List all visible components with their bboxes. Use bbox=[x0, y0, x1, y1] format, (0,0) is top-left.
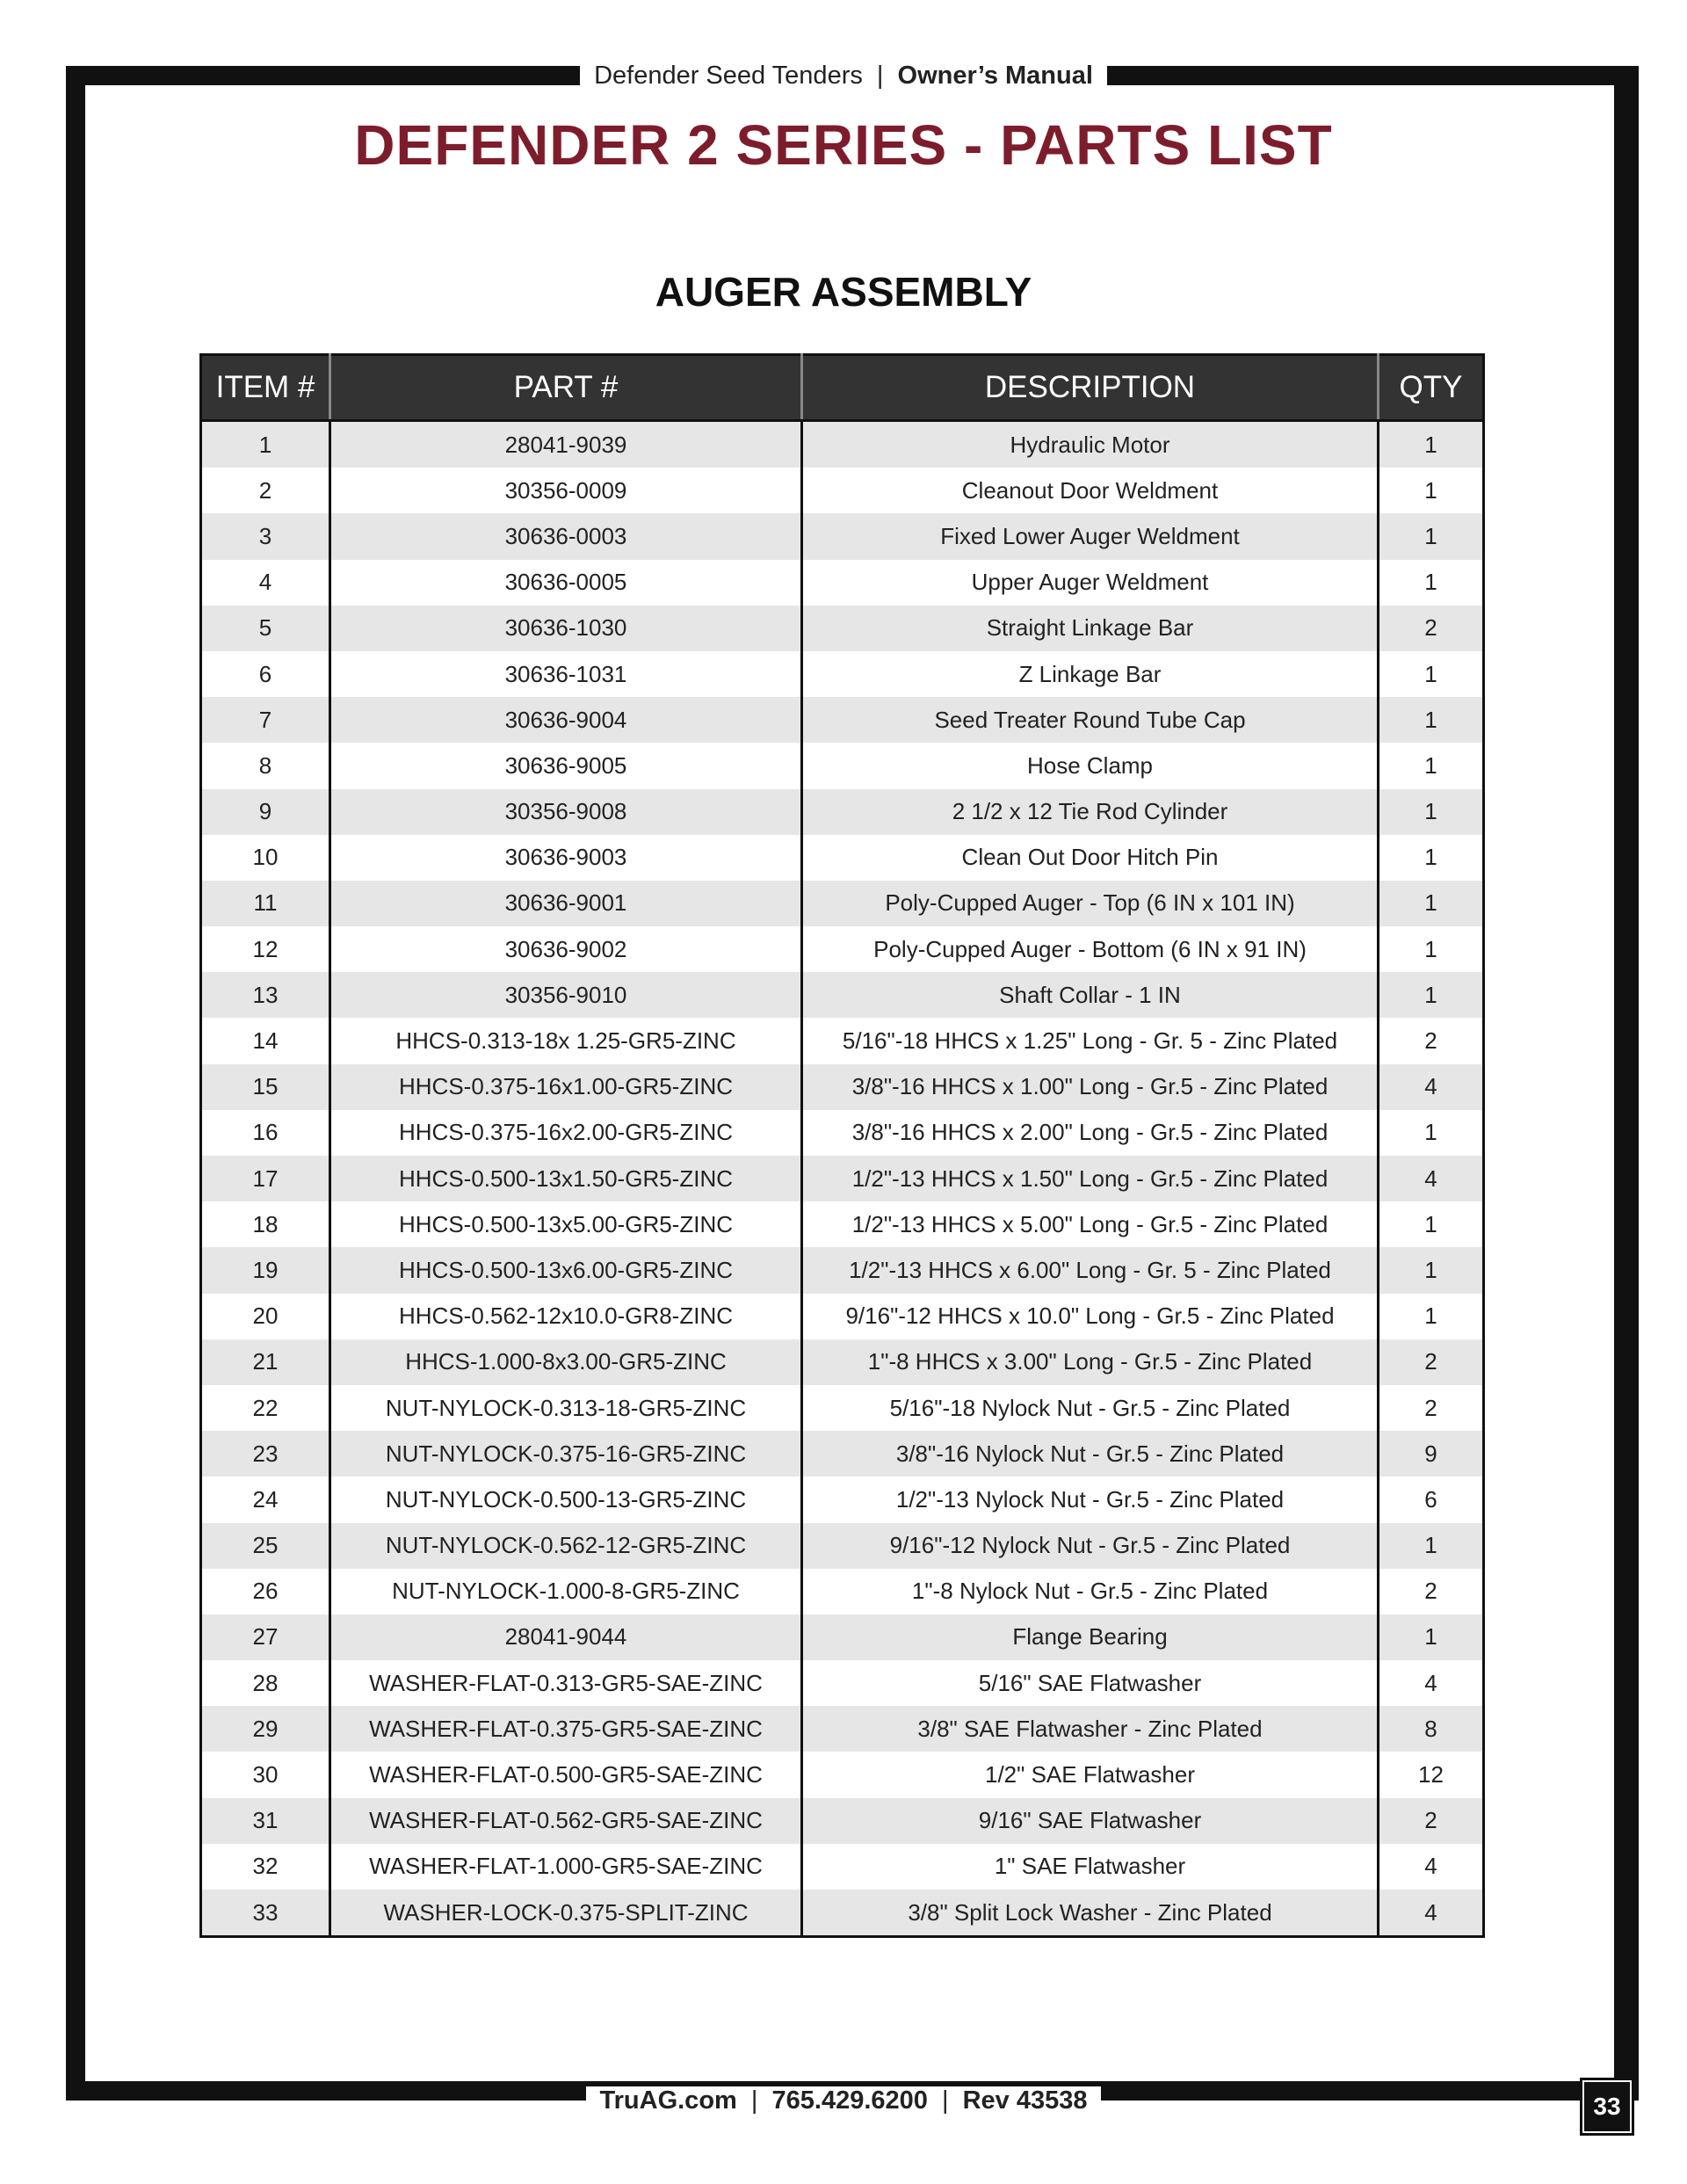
footer-website[interactable]: TruAG.com bbox=[599, 2086, 737, 2115]
qty-cell: 1 bbox=[1379, 743, 1484, 788]
description-cell: Poly-Cupped Auger - Bottom (6 IN x 91 IN) bbox=[802, 926, 1379, 972]
part-number-cell: NUT-NYLOCK-0.375-16-GR5-ZINC bbox=[330, 1431, 802, 1477]
table-row bbox=[201, 1018, 1484, 1063]
item-number-cell: 24 bbox=[201, 1477, 330, 1522]
part-number-cell: WASHER-LOCK-0.375-SPLIT-ZINC bbox=[330, 1890, 802, 1937]
part-number-cell: HHCS-0.500-13x5.00-GR5-ZINC bbox=[330, 1201, 802, 1247]
table-row bbox=[201, 1523, 1484, 1569]
qty-cell: 1 bbox=[1379, 1294, 1484, 1339]
description-cell: 1"-8 HHCS x 3.00" Long - Gr.5 - Zinc Plated bbox=[802, 1339, 1379, 1385]
description-cell: Cleanout Door Weldment bbox=[802, 468, 1379, 513]
description-cell: 3/8"-16 HHCS x 2.00" Long - Gr.5 - Zinc Plated bbox=[802, 1110, 1379, 1156]
page-header bbox=[0, 54, 1687, 97]
qty-cell: 1 bbox=[1379, 1201, 1484, 1247]
table-row bbox=[201, 421, 1484, 468]
part-number-cell: HHCS-0.313-18x 1.25-GR5-ZINC bbox=[330, 1018, 802, 1063]
item-number-cell: 4 bbox=[201, 560, 330, 606]
item-number-cell: 27 bbox=[201, 1614, 330, 1660]
table-row bbox=[201, 1110, 1484, 1156]
description-cell: 3/8" SAE Flatwasher - Zinc Plated bbox=[802, 1706, 1379, 1752]
qty-cell: 4 bbox=[1379, 1156, 1484, 1201]
description-cell: Shaft Collar - 1 IN bbox=[802, 972, 1379, 1018]
part-number-cell: HHCS-0.500-13x1.50-GR5-ZINC bbox=[330, 1156, 802, 1201]
description-cell: 9/16"-12 HHCS x 10.0" Long - Gr.5 - Zinc Plated bbox=[802, 1294, 1379, 1339]
table-row bbox=[201, 926, 1484, 972]
table-row bbox=[201, 1247, 1484, 1293]
page-footer bbox=[0, 2079, 1687, 2122]
description-cell: 3/8"-16 Nylock Nut - Gr.5 - Zinc Plated bbox=[802, 1431, 1379, 1477]
parts-table bbox=[199, 353, 1485, 1938]
column-header-description: DESCRIPTION bbox=[802, 355, 1379, 421]
part-number-cell: NUT-NYLOCK-1.000-8-GR5-ZINC bbox=[330, 1569, 802, 1614]
qty-cell: 1 bbox=[1379, 881, 1484, 926]
description-cell: 1" SAE Flatwasher bbox=[802, 1844, 1379, 1890]
description-cell: Straight Linkage Bar bbox=[802, 606, 1379, 651]
item-number-cell: 16 bbox=[201, 1110, 330, 1156]
qty-cell: 1 bbox=[1379, 560, 1484, 606]
table-row bbox=[201, 743, 1484, 788]
header-product: Defender Seed Tenders bbox=[594, 62, 863, 90]
item-number-cell: 9 bbox=[201, 789, 330, 835]
table-row bbox=[201, 1890, 1484, 1937]
description-cell: 9/16"-12 Nylock Nut - Gr.5 - Zinc Plated bbox=[802, 1523, 1379, 1569]
qty-cell: 4 bbox=[1379, 1064, 1484, 1110]
description-cell: 1/2"-13 HHCS x 1.50" Long - Gr.5 - Zinc Plated bbox=[802, 1156, 1379, 1201]
table-row bbox=[201, 468, 1484, 513]
table-row bbox=[201, 560, 1484, 606]
part-number-cell: WASHER-FLAT-0.500-GR5-SAE-ZINC bbox=[330, 1752, 802, 1797]
item-number-cell: 29 bbox=[201, 1706, 330, 1752]
part-number-cell: WASHER-FLAT-0.313-GR5-SAE-ZINC bbox=[330, 1660, 802, 1706]
part-number-cell: 28041-9044 bbox=[330, 1614, 802, 1660]
table-row bbox=[201, 1294, 1484, 1339]
item-number-cell: 25 bbox=[201, 1523, 330, 1569]
column-header-part: PART # bbox=[330, 355, 802, 421]
description-cell: Hydraulic Motor bbox=[802, 421, 1379, 468]
description-cell: 3/8"-16 HHCS x 1.00" Long - Gr.5 - Zinc Plated bbox=[802, 1064, 1379, 1110]
table-header-row bbox=[201, 355, 1484, 421]
part-number-cell: WASHER-FLAT-1.000-GR5-SAE-ZINC bbox=[330, 1844, 802, 1890]
table-row bbox=[201, 1385, 1484, 1431]
description-cell: 5/16"-18 HHCS x 1.25" Long - Gr. 5 - Zinc Plated bbox=[802, 1018, 1379, 1063]
qty-cell: 2 bbox=[1379, 1569, 1484, 1614]
part-number-cell: HHCS-1.000-8x3.00-GR5-ZINC bbox=[330, 1339, 802, 1385]
description-cell: 1/2"-13 Nylock Nut - Gr.5 - Zinc Plated bbox=[802, 1477, 1379, 1522]
qty-cell: 1 bbox=[1379, 1523, 1484, 1569]
description-cell: 2 1/2 x 12 Tie Rod Cylinder bbox=[802, 789, 1379, 835]
qty-cell: 4 bbox=[1379, 1844, 1484, 1890]
qty-cell: 4 bbox=[1379, 1890, 1484, 1937]
description-cell: Flange Bearing bbox=[802, 1614, 1379, 1660]
part-number-cell: 30636-9005 bbox=[330, 743, 802, 788]
item-number-cell: 15 bbox=[201, 1064, 330, 1110]
section-title: AUGER ASSEMBLY bbox=[655, 269, 1032, 315]
qty-cell: 1 bbox=[1379, 1110, 1484, 1156]
qty-cell: 4 bbox=[1379, 1660, 1484, 1706]
item-number-cell: 32 bbox=[201, 1844, 330, 1890]
part-number-cell: WASHER-FLAT-0.562-GR5-SAE-ZINC bbox=[330, 1798, 802, 1844]
qty-cell: 1 bbox=[1379, 789, 1484, 835]
qty-cell: 2 bbox=[1379, 1018, 1484, 1063]
qty-cell: 12 bbox=[1379, 1752, 1484, 1797]
part-number-cell: WASHER-FLAT-0.375-GR5-SAE-ZINC bbox=[330, 1706, 802, 1752]
item-number-cell: 28 bbox=[201, 1660, 330, 1706]
part-number-cell: NUT-NYLOCK-0.313-18-GR5-ZINC bbox=[330, 1385, 802, 1431]
item-number-cell: 33 bbox=[201, 1890, 330, 1937]
qty-cell: 2 bbox=[1379, 1339, 1484, 1385]
header-separator: | bbox=[876, 62, 884, 90]
item-number-cell: 30 bbox=[201, 1752, 330, 1797]
item-number-cell: 12 bbox=[201, 926, 330, 972]
column-header-item: ITEM # bbox=[201, 355, 330, 421]
table-row bbox=[201, 1339, 1484, 1385]
description-cell: Hose Clamp bbox=[802, 743, 1379, 788]
table-row bbox=[201, 1064, 1484, 1110]
part-number-cell: 30636-1031 bbox=[330, 651, 802, 697]
description-cell: 1/2"-13 HHCS x 6.00" Long - Gr. 5 - Zinc Plated bbox=[802, 1247, 1379, 1293]
table-row bbox=[201, 697, 1484, 743]
description-cell: Fixed Lower Auger Weldment bbox=[802, 513, 1379, 559]
item-number-cell: 17 bbox=[201, 1156, 330, 1201]
table-row bbox=[201, 1156, 1484, 1201]
table-row bbox=[201, 789, 1484, 835]
qty-cell: 1 bbox=[1379, 1614, 1484, 1660]
item-number-cell: 31 bbox=[201, 1798, 330, 1844]
table-row bbox=[201, 835, 1484, 881]
item-number-cell: 22 bbox=[201, 1385, 330, 1431]
table-row bbox=[201, 1798, 1484, 1844]
item-number-cell: 19 bbox=[201, 1247, 330, 1293]
footer-phone: 765.429.6200 bbox=[771, 2086, 928, 2115]
item-number-cell: 8 bbox=[201, 743, 330, 788]
qty-cell: 2 bbox=[1379, 1385, 1484, 1431]
qty-cell: 1 bbox=[1379, 926, 1484, 972]
footer-separator: | bbox=[750, 2086, 758, 2115]
table-row bbox=[201, 651, 1484, 697]
footer-separator: | bbox=[941, 2086, 949, 2115]
item-number-cell: 6 bbox=[201, 651, 330, 697]
part-number-cell: 30636-1030 bbox=[330, 606, 802, 651]
table-row bbox=[201, 1431, 1484, 1477]
table-row bbox=[201, 1752, 1484, 1797]
qty-cell: 1 bbox=[1379, 651, 1484, 697]
table-row bbox=[201, 1660, 1484, 1706]
part-number-cell: NUT-NYLOCK-0.500-13-GR5-ZINC bbox=[330, 1477, 802, 1522]
part-number-cell: 30356-0009 bbox=[330, 468, 802, 513]
description-cell: 1"-8 Nylock Nut - Gr.5 - Zinc Plated bbox=[802, 1569, 1379, 1614]
description-cell: 5/16" SAE Flatwasher bbox=[802, 1660, 1379, 1706]
item-number-cell: 20 bbox=[201, 1294, 330, 1339]
qty-cell: 1 bbox=[1379, 835, 1484, 881]
qty-cell: 6 bbox=[1379, 1477, 1484, 1522]
table-row bbox=[201, 972, 1484, 1018]
qty-cell: 8 bbox=[1379, 1706, 1484, 1752]
qty-cell: 1 bbox=[1379, 421, 1484, 468]
item-number-cell: 2 bbox=[201, 468, 330, 513]
part-number-cell: 30636-0003 bbox=[330, 513, 802, 559]
item-number-cell: 5 bbox=[201, 606, 330, 651]
description-cell: 5/16"-18 Nylock Nut - Gr.5 - Zinc Plated bbox=[802, 1385, 1379, 1431]
page-number: 33 bbox=[1582, 2080, 1632, 2133]
description-cell: Upper Auger Weldment bbox=[802, 560, 1379, 606]
description-cell: Poly-Cupped Auger - Top (6 IN x 101 IN) bbox=[802, 881, 1379, 926]
part-number-cell: 30636-9003 bbox=[330, 835, 802, 881]
description-cell: 1/2" SAE Flatwasher bbox=[802, 1752, 1379, 1797]
item-number-cell: 26 bbox=[201, 1569, 330, 1614]
part-number-cell: 30356-9010 bbox=[330, 972, 802, 1018]
item-number-cell: 11 bbox=[201, 881, 330, 926]
qty-cell: 2 bbox=[1379, 606, 1484, 651]
part-number-cell: HHCS-0.500-13x6.00-GR5-ZINC bbox=[330, 1247, 802, 1293]
column-header-qty: QTY bbox=[1379, 355, 1484, 421]
table-row bbox=[201, 513, 1484, 559]
item-number-cell: 7 bbox=[201, 697, 330, 743]
part-number-cell: HHCS-0.562-12x10.0-GR8-ZINC bbox=[330, 1294, 802, 1339]
table-row bbox=[201, 606, 1484, 651]
item-number-cell: 3 bbox=[201, 513, 330, 559]
qty-cell: 1 bbox=[1379, 697, 1484, 743]
item-number-cell: 10 bbox=[201, 835, 330, 881]
description-cell: Clean Out Door Hitch Pin bbox=[802, 835, 1379, 881]
part-number-cell: HHCS-0.375-16x2.00-GR5-ZINC bbox=[330, 1110, 802, 1156]
description-cell: Z Linkage Bar bbox=[802, 651, 1379, 697]
table-row bbox=[201, 1614, 1484, 1660]
table-row bbox=[201, 1706, 1484, 1752]
qty-cell: 1 bbox=[1379, 513, 1484, 559]
qty-cell: 1 bbox=[1379, 972, 1484, 1018]
item-number-cell: 1 bbox=[201, 421, 330, 468]
table-row bbox=[201, 1844, 1484, 1890]
table-row bbox=[201, 1477, 1484, 1522]
description-cell: 3/8" Split Lock Washer - Zinc Plated bbox=[802, 1890, 1379, 1937]
part-number-cell: 30636-9002 bbox=[330, 926, 802, 972]
description-cell: 1/2"-13 HHCS x 5.00" Long - Gr.5 - Zinc Plated bbox=[802, 1201, 1379, 1247]
description-cell: 9/16" SAE Flatwasher bbox=[802, 1798, 1379, 1844]
part-number-cell: 30356-9008 bbox=[330, 789, 802, 835]
item-number-cell: 18 bbox=[201, 1201, 330, 1247]
qty-cell: 9 bbox=[1379, 1431, 1484, 1477]
footer-revision: Rev 43538 bbox=[962, 2086, 1088, 2115]
item-number-cell: 23 bbox=[201, 1431, 330, 1477]
qty-cell: 1 bbox=[1379, 468, 1484, 513]
part-number-cell: 28041-9039 bbox=[330, 421, 802, 468]
part-number-cell: 30636-9001 bbox=[330, 881, 802, 926]
part-number-cell: HHCS-0.375-16x1.00-GR5-ZINC bbox=[330, 1064, 802, 1110]
parts-table-body bbox=[201, 421, 1484, 1937]
table-row bbox=[201, 1201, 1484, 1247]
item-number-cell: 13 bbox=[201, 972, 330, 1018]
qty-cell: 2 bbox=[1379, 1798, 1484, 1844]
part-number-cell: NUT-NYLOCK-0.562-12-GR5-ZINC bbox=[330, 1523, 802, 1569]
part-number-cell: 30636-9004 bbox=[330, 697, 802, 743]
description-cell: Seed Treater Round Tube Cap bbox=[802, 697, 1379, 743]
page-title: DEFENDER 2 SERIES - PARTS LIST bbox=[354, 113, 1333, 177]
qty-cell: 1 bbox=[1379, 1247, 1484, 1293]
table-row bbox=[201, 881, 1484, 926]
item-number-cell: 21 bbox=[201, 1339, 330, 1385]
table-row bbox=[201, 1569, 1484, 1614]
item-number-cell: 14 bbox=[201, 1018, 330, 1063]
header-manual: Owner’s Manual bbox=[897, 62, 1093, 90]
part-number-cell: 30636-0005 bbox=[330, 560, 802, 606]
